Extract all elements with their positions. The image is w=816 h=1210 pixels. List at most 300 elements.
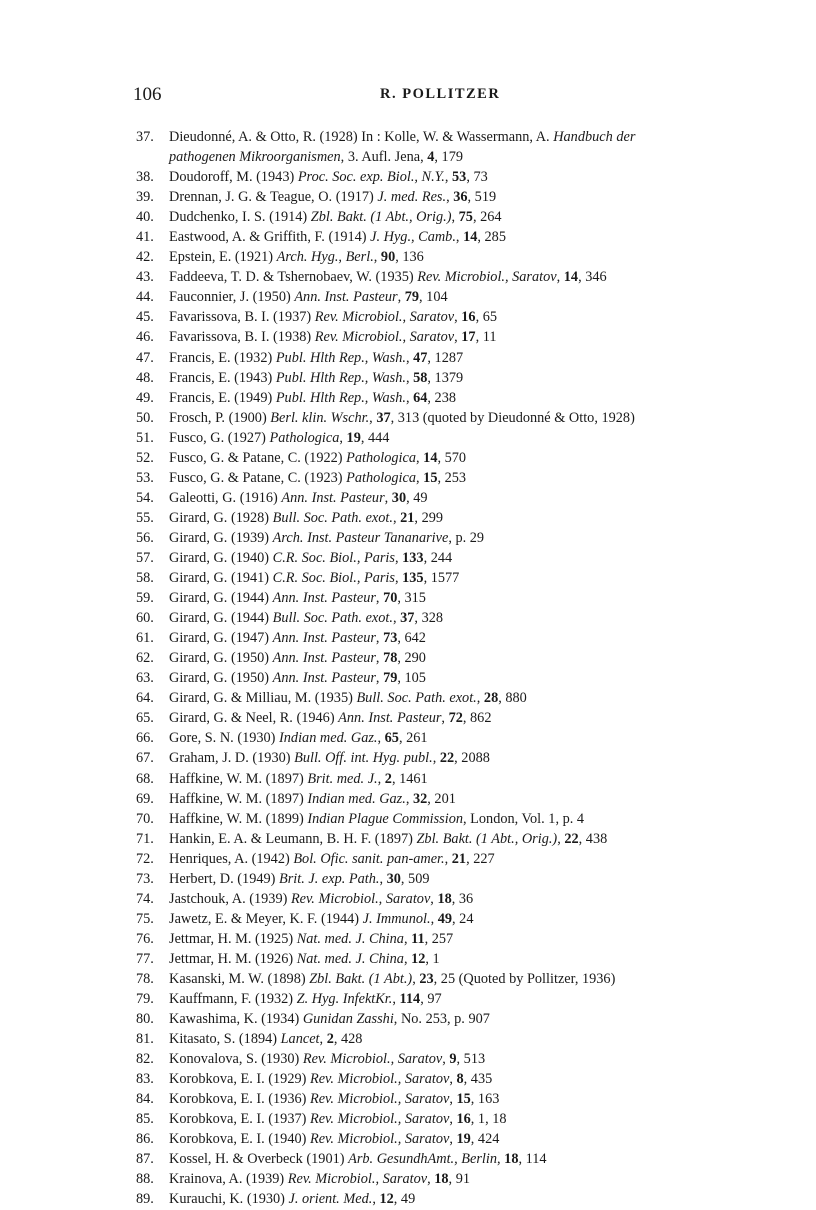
- reference-number: 61.: [136, 630, 154, 647]
- reference-authors: Korobkova, E. I.: [169, 1111, 265, 1128]
- reference-number: 54.: [136, 489, 154, 506]
- reference-comma: ,: [444, 850, 452, 867]
- reference-number: 37.: [136, 129, 154, 145]
- reference-year: (1927): [227, 429, 266, 446]
- reference-volume: 90: [380, 249, 396, 266]
- reference-volume: 15: [456, 1091, 471, 1108]
- reference-comma: ,: [375, 590, 384, 607]
- reference-journal: Rev. Microbiol., Saratov: [309, 1071, 450, 1088]
- reference-item: [136, 287, 776, 307]
- reference-year: (1944): [230, 590, 270, 607]
- reference-pages: , 1379: [427, 369, 464, 386]
- reference-authors: Fusco, G.: [169, 429, 225, 446]
- reference-item: [136, 1049, 776, 1069]
- reference-authors: Eastwood, A. & Griffith, F.: [169, 229, 325, 246]
- reference-number: 72.: [136, 850, 154, 867]
- reference-journal: Rev. Microbiol., Saratov: [309, 1111, 450, 1128]
- reference-year: (1932): [234, 349, 273, 366]
- reference-volume: 4: [427, 149, 435, 166]
- reference-number: 82.: [136, 1051, 154, 1068]
- reference-pages: , 570: [437, 449, 467, 466]
- reference-volume: 17: [461, 329, 476, 346]
- reference-journal: C.R. Soc. Biol., Paris: [272, 570, 395, 587]
- reference-comma: ,: [379, 870, 387, 887]
- reference-pages: , 201: [427, 790, 456, 807]
- reference-pages: , 25 (Quoted by Pollitzer, 1936): [433, 970, 616, 987]
- reference-volume: 16: [456, 1111, 471, 1128]
- reference-pages: , 238: [427, 389, 456, 406]
- reference-year: (1939): [230, 529, 270, 546]
- reference-year: (1940): [230, 549, 270, 566]
- reference-authors: Girard, G.: [169, 630, 228, 647]
- reference-item: [136, 508, 776, 528]
- reference-item: [136, 548, 776, 568]
- reference-year: (1950): [230, 670, 270, 687]
- reference-comma: ,: [405, 369, 414, 386]
- reference-year: (1949): [234, 389, 273, 406]
- reference-authors: Girard, G.: [169, 590, 228, 607]
- reference-authors: Epstein, E.: [169, 249, 232, 266]
- reference-pages: , 73: [466, 169, 488, 186]
- reference-pages: , 509: [400, 870, 430, 887]
- reference-authors: Galeotti, G.: [169, 489, 237, 506]
- reference-volume: 2: [384, 770, 392, 787]
- reference-number: 46.: [136, 329, 154, 346]
- reference-volume: 22: [439, 750, 455, 767]
- reference-item: [136, 1029, 776, 1049]
- reference-item: [136, 1069, 776, 1089]
- reference-year: (1925): [255, 930, 294, 947]
- reference-number: 65.: [136, 710, 154, 727]
- reference-year: (1897): [265, 770, 304, 787]
- reference-item: [136, 829, 776, 849]
- reference-year: (1922): [304, 449, 343, 466]
- reference-comma: ,: [372, 1191, 380, 1208]
- reference-year: (1928): [319, 129, 358, 145]
- reference-pages: , 91: [448, 1171, 470, 1188]
- reference-year: (1914): [269, 209, 308, 226]
- reference-volume: 133: [402, 549, 424, 566]
- reference-authors: Dieudonné, A. & Otto, R.: [169, 129, 316, 145]
- reference-item: [136, 388, 776, 408]
- reference-authors: Herbert, D.: [169, 870, 234, 887]
- reference-year: (1935): [314, 690, 353, 707]
- reference-authors: Fusco, G. & Patane, C.: [169, 469, 301, 486]
- reference-item: [136, 648, 776, 668]
- reference-item: [136, 207, 776, 227]
- reference-comma: ,: [430, 890, 438, 907]
- reference-pages: , 424: [470, 1131, 500, 1148]
- reference-journal: Arch. Inst. Pasteur Tananarive: [272, 529, 449, 546]
- reference-journal: Zbl. Bakt. (1 Abt., Orig.): [310, 209, 452, 226]
- reference-item: [136, 688, 776, 708]
- reference-year: (1898): [267, 970, 306, 987]
- running-head: R. POLLITZER: [380, 86, 501, 102]
- reference-pages: , 642: [397, 630, 426, 647]
- reference-year: (1946): [296, 710, 335, 727]
- reference-item: [136, 909, 776, 929]
- reference-volume: 28: [483, 690, 499, 707]
- reference-pages: , 880: [498, 690, 527, 707]
- reference-authors: Jettmar, H. M.: [169, 950, 252, 967]
- reference-volume: 79: [383, 670, 398, 687]
- reference-comma: ,: [449, 1111, 457, 1128]
- reference-journal: J. Immunol.: [362, 910, 431, 927]
- reference-comma: ,: [432, 750, 440, 767]
- reference-journal: Proc. Soc. exp. Biol., N.Y.: [297, 169, 445, 186]
- reference-volume: 19: [346, 429, 361, 446]
- reference-number: 56.: [136, 529, 154, 546]
- reference-pages: , 253: [437, 469, 467, 486]
- reference-comma: ,: [369, 409, 377, 426]
- reference-journal: Rev. Microbiol., Saratov: [287, 1171, 428, 1188]
- reference-item: [136, 588, 776, 608]
- reference-pages: , 104: [419, 289, 448, 306]
- reference-number: 74.: [136, 890, 154, 907]
- reference-journal: Bull. Soc. Path. exot.: [356, 690, 477, 707]
- reference-authors: Krainova, A.: [169, 1171, 243, 1188]
- reference-year: (1916): [239, 489, 278, 506]
- reference-authors: Faddeeva, T. D. & Tshernobaev, W.: [169, 269, 372, 286]
- reference-volume: 23: [419, 970, 434, 987]
- reference-number: 76.: [136, 930, 154, 947]
- reference-item: [136, 227, 776, 247]
- reference-pages: , 2088: [454, 750, 490, 767]
- reference-authors: Jettmar, H. M.: [169, 930, 252, 947]
- reference-number: 52.: [136, 449, 154, 466]
- reference-comma: ,: [427, 1171, 435, 1188]
- reference-item: [136, 247, 776, 267]
- reference-year: (1938): [273, 329, 312, 346]
- reference-journal: Pathologica: [346, 469, 417, 486]
- reference-volume: 47: [413, 349, 428, 366]
- reference-year: (1937): [268, 1111, 307, 1128]
- reference-comma: ,: [446, 189, 454, 206]
- reference-number: 48.: [136, 369, 154, 386]
- reference-authors: Francis, E.: [169, 349, 231, 366]
- reference-authors: Henriques, A.: [169, 850, 249, 867]
- reference-pages: , 435: [463, 1071, 493, 1088]
- reference-comma: ,: [397, 289, 405, 306]
- reference-pages: , p. 29: [448, 529, 485, 546]
- reference-comma: ,: [442, 1051, 450, 1068]
- reference-number: 49.: [136, 389, 154, 406]
- reference-pages: , 299: [414, 509, 444, 526]
- reference-list: [136, 127, 776, 1210]
- reference-volume: 79: [404, 289, 420, 306]
- reference-item: [136, 267, 776, 287]
- reference-journal: C.R. Soc. Biol., Paris: [272, 549, 395, 566]
- reference-volume: 15: [423, 469, 438, 486]
- reference-volume: 78: [383, 650, 398, 667]
- reference-number: 87.: [136, 1151, 154, 1168]
- reference-journal: Zbl. Bakt. (1 Abt., Orig.): [416, 830, 558, 847]
- reference-item: [136, 1149, 776, 1169]
- reference-volume: 18: [434, 1171, 449, 1188]
- reference-comma: ,: [405, 389, 414, 406]
- reference-year: (1936): [268, 1091, 307, 1108]
- reference-pages: , 24: [452, 910, 474, 927]
- reference-pages: , 11: [475, 329, 497, 346]
- reference-journal: J. Hyg., Camb.: [370, 229, 456, 246]
- reference-authors: Frosch, P.: [169, 409, 226, 426]
- reference-item: [136, 989, 776, 1009]
- reference-journal: Rev. Microbiol., Saratov: [309, 1091, 450, 1108]
- reference-volume: 9: [449, 1051, 457, 1068]
- reference-comma: ,: [497, 1151, 505, 1168]
- reference-journal: J. med. Res.: [377, 189, 447, 206]
- reference-pages: , 438: [578, 830, 608, 847]
- reference-item: [136, 668, 776, 688]
- reference-journal: Rev. Microbiol., Saratov: [290, 890, 431, 907]
- reference-number: 64.: [136, 690, 154, 707]
- reference-number: 38.: [136, 169, 154, 186]
- reference-comma: ,: [451, 209, 459, 226]
- reference-year: (1950): [252, 289, 291, 306]
- reference-year: (1932): [254, 991, 294, 1008]
- reference-comma: ,: [392, 991, 400, 1008]
- reference-volume: 12: [379, 1191, 394, 1208]
- reference-authors: Fusco, G. & Patane, C.: [169, 449, 301, 466]
- reference-comma: ,: [416, 469, 424, 486]
- reference-number: 85.: [136, 1111, 154, 1128]
- reference-number: 77.: [136, 950, 154, 967]
- reference-authors: Kawashima, K.: [169, 1011, 258, 1028]
- reference-pages: , 444: [360, 429, 390, 446]
- reference-year: (1940): [268, 1131, 307, 1148]
- reference-journal: Brit. med. J.: [307, 770, 378, 787]
- reference-authors: Hankin, E. A. & Leumann, B. H. F.: [169, 830, 372, 847]
- reference-number: 68.: [136, 770, 154, 787]
- reference-pages: , 519: [467, 189, 497, 206]
- reference-number: 47.: [136, 349, 154, 366]
- reference-comma: ,: [454, 309, 462, 326]
- reference-journal: Arb. GesundhAmt., Berlin: [348, 1151, 498, 1168]
- reference-comma: ,: [394, 570, 403, 587]
- reference-year: (1900): [228, 409, 267, 426]
- reference-comma: ,: [377, 770, 385, 787]
- reference-item: [136, 1089, 776, 1109]
- reference-pages: , No. 253, p. 907: [393, 1011, 490, 1028]
- reference-comma: ,: [392, 509, 401, 526]
- reference-authors: Korobkova, E. I.: [169, 1071, 265, 1088]
- reference-authors: Konovalova, S.: [169, 1051, 258, 1068]
- reference-authors: Girard, G.: [169, 509, 228, 526]
- reference-number: 39.: [136, 189, 154, 206]
- reference-journal: Bull. Off. int. Hyg. publ.: [294, 750, 433, 767]
- reference-journal: Publ. Hlth Rep., Wash.: [275, 389, 406, 406]
- reference-number: 69.: [136, 790, 154, 807]
- reference-pages: , 513: [456, 1051, 486, 1068]
- reference-number: 88.: [136, 1171, 154, 1188]
- reference-number: 89.: [136, 1191, 154, 1208]
- reference-comma: ,: [319, 1031, 327, 1048]
- reference-prefix: In : Kolle, W. & Wassermann, A.: [361, 129, 550, 145]
- reference-year: (1949): [237, 870, 276, 887]
- reference-comma: ,: [405, 790, 413, 807]
- reference-authors: Haffkine, W. M.: [169, 810, 263, 827]
- reference-journal: Pathologica: [346, 449, 417, 466]
- reference-year: (1897): [374, 830, 413, 847]
- reference-continuation: [169, 147, 776, 167]
- reference-year: (1894): [238, 1031, 278, 1048]
- reference-comma: ,: [373, 249, 381, 266]
- reference-authors: Girard, G.: [169, 549, 228, 566]
- reference-pages: , 179: [434, 149, 463, 166]
- reference-journal: Indian med. Gaz.: [279, 730, 378, 747]
- reference-authors: Favarissova, B. I.: [169, 329, 270, 346]
- reference-authors: Graham, J. D.: [169, 750, 249, 767]
- reference-pages: , 65: [475, 309, 498, 326]
- reference-pages: , 1: [425, 950, 440, 967]
- reference-pages: , 1577: [423, 570, 460, 587]
- reference-pages: , 227: [466, 850, 495, 867]
- reference-volume: 14: [563, 269, 579, 286]
- reference-year: (1943): [256, 169, 295, 186]
- reference-authors: Haffkine, W. M.: [169, 770, 263, 787]
- reference-pages: , 1461: [391, 770, 428, 787]
- reference-year: (1930): [252, 750, 291, 767]
- reference-volume: 22: [564, 830, 579, 847]
- reference-journal: Indian Plague Commission: [307, 810, 464, 827]
- reference-authors: Girard, G.: [169, 650, 228, 667]
- reference-volume: 70: [383, 590, 398, 607]
- reference-year: (1943): [234, 369, 273, 386]
- reference-comma: ,: [441, 710, 449, 727]
- reference-item: [136, 428, 776, 448]
- reference-authors: Girard, G.: [169, 529, 228, 546]
- reference-comma: ,: [403, 950, 412, 967]
- reference-journal: Bull. Soc. Path. exot.: [272, 509, 393, 526]
- reference-item: [136, 167, 776, 187]
- reference-comma: ,: [476, 690, 484, 707]
- reference-authors: Korobkova, E. I.: [169, 1091, 265, 1108]
- reference-authors: Girard, G.: [169, 670, 228, 687]
- reference-journal: J. orient. Med.: [288, 1191, 373, 1208]
- reference-journal: Lancet: [280, 1031, 320, 1048]
- reference-year: (1930): [261, 1051, 300, 1068]
- page-number: 106: [133, 84, 162, 105]
- reference-volume: 135: [402, 570, 424, 587]
- reference-number: 79.: [136, 991, 154, 1008]
- reference-item: [136, 307, 776, 327]
- reference-volume: 21: [451, 850, 467, 867]
- reference-item: [136, 348, 776, 368]
- reference-year: (1928): [230, 509, 270, 526]
- reference-comma: ,: [392, 610, 401, 627]
- reference-comma: ,: [557, 830, 565, 847]
- reference-comma: ,: [430, 910, 438, 927]
- reference-pages: , 428: [333, 1031, 363, 1048]
- reference-number: 71.: [136, 830, 154, 847]
- reference-year: (1947): [230, 630, 270, 647]
- reference-item: [136, 789, 776, 809]
- reference-year: (1944): [230, 610, 270, 627]
- reference-authors: Korobkova, E. I.: [169, 1131, 265, 1148]
- reference-volume: 72: [448, 710, 463, 727]
- reference-journal: Rev. Microbiol., Saratov: [302, 1051, 443, 1068]
- reference-number: 75.: [136, 910, 154, 927]
- reference-journal: Bol. Ofic. sanit. pan-amer.: [293, 850, 445, 867]
- reference-pages: , 244: [423, 549, 453, 566]
- reference-volume: 2: [326, 1031, 334, 1048]
- reference-number: 78.: [136, 970, 154, 987]
- reference-year: (1917): [335, 189, 374, 206]
- reference-comma: ,: [339, 429, 347, 446]
- reference-number: 44.: [136, 289, 154, 306]
- reference-journal: Zbl. Bakt. (1 Abt.): [309, 970, 413, 987]
- reference-authors: Girard, G.: [169, 570, 228, 587]
- reference-authors: Drennan, J. G. & Teague, O.: [169, 189, 333, 206]
- reference-pages: , London, Vol. 1, p. 4: [463, 810, 585, 827]
- reference-year: (1926): [255, 950, 294, 967]
- reference-volume: 64: [413, 389, 428, 406]
- reference-authors: Fauconnier, J.: [169, 289, 250, 306]
- reference-year: (1930): [237, 730, 276, 747]
- reference-journal: Rev. Microbiol., Saratov: [417, 269, 557, 286]
- reference-authors: Gore, S. N.: [169, 730, 234, 747]
- reference-pages: , 49: [393, 1191, 416, 1208]
- reference-number: 62.: [136, 650, 154, 667]
- reference-year: (1935): [375, 269, 414, 286]
- reference-comma: ,: [384, 489, 392, 506]
- reference-pages: , 346: [578, 269, 607, 286]
- reference-volume: 36: [453, 189, 468, 206]
- reference-year: (1923): [304, 469, 343, 486]
- reference-journal: Indian med. Gaz.: [307, 790, 406, 807]
- reference-item: [136, 628, 776, 648]
- reference-detail: , 3. Aufl. Jena,: [340, 149, 428, 166]
- reference-item: [136, 949, 776, 969]
- reference-volume: 18: [504, 1151, 519, 1168]
- reference-year: (1921): [234, 249, 274, 266]
- reference-number: 51.: [136, 429, 154, 446]
- reference-number: 59.: [136, 590, 154, 607]
- reference-journal: Nat. med. J. China: [296, 930, 404, 947]
- reference-pages: , 49: [406, 489, 428, 506]
- reference-number: 42.: [136, 249, 154, 266]
- reference-volume: 8: [456, 1071, 464, 1088]
- reference-journal: pathogenen Mikroorganismen: [169, 149, 341, 166]
- reference-volume: 19: [456, 1131, 471, 1148]
- reference-item: [136, 929, 776, 949]
- reference-pages: , 257: [424, 930, 454, 947]
- reference-volume: 12: [411, 950, 426, 967]
- reference-journal: Pathologica: [269, 429, 340, 446]
- reference-number: 41.: [136, 229, 154, 246]
- reference-authors: Jastchouk, A.: [169, 890, 246, 907]
- reference-pages: , 163: [470, 1091, 500, 1108]
- reference-year: (1901): [306, 1151, 345, 1168]
- reference-volume: 49: [437, 910, 453, 927]
- reference-item: [136, 809, 776, 829]
- reference-comma: ,: [375, 650, 384, 667]
- reference-comma: ,: [403, 930, 412, 947]
- reference-item: [136, 468, 776, 488]
- reference-journal: Rev. Microbiol., Saratov: [314, 329, 455, 346]
- reference-number: 55.: [136, 509, 154, 526]
- reference-authors: Francis, E.: [169, 369, 231, 386]
- reference-journal: Publ. Hlth Rep., Wash.: [275, 349, 406, 366]
- reference-year: (1899): [265, 810, 304, 827]
- reference-volume: 114: [399, 991, 421, 1008]
- reference-item: [136, 1189, 776, 1209]
- reference-journal: Z. Hyg. InfektKr.: [296, 991, 393, 1008]
- reference-pages: , 1, 18: [470, 1111, 507, 1128]
- reference-comma: ,: [405, 349, 414, 366]
- reference-volume: 16: [461, 309, 476, 326]
- reference-number: 86.: [136, 1131, 154, 1148]
